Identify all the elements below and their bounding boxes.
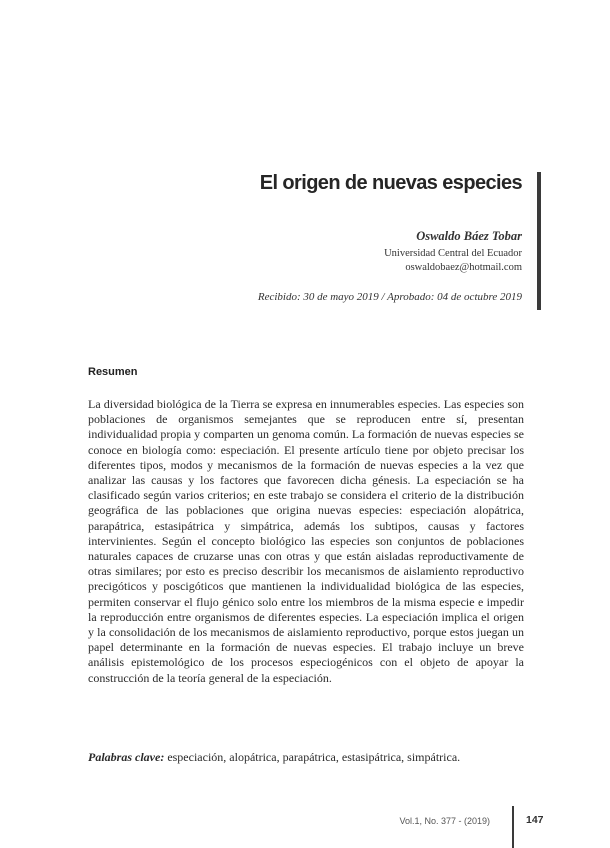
- abstract-heading: Resumen: [88, 366, 138, 378]
- author-email: oswaldobaez@hotmail.com: [405, 262, 522, 273]
- submission-dates: Recibido: 30 de mayo 2019 / Aprobado: 04 de octubre 2019: [257, 291, 522, 303]
- keywords-label: Palabras clave:: [88, 750, 165, 764]
- article-title: El origen de nuevas especies: [259, 172, 522, 194]
- journal-info: Vol.1, No. 377 - (2019): [399, 816, 490, 826]
- keywords-terms: especiación, alopátrica, parapátrica, estasipátrica, simpátrica.: [164, 750, 461, 764]
- author-name: Oswaldo Báez Tobar: [416, 229, 522, 243]
- abstract-body: La diversidad biológica de la Tierra se expresa en innumerables especies. Las especies son poblaciones de organismos semejantes que se reproducen entre sí, presentan individualidad propia y comparten un genoma común. La formación de nuevas especies se conoce en biología como: especiación. El presente artículo tiene por objeto precisar los diferentes tipos, modos y mecanismos de la formación de nuevas especies a la vez que analizar las causas y los factores que favorecen dicha génesis. La especiación se ha clasificado según varios criterios; en este trabajo se considera el criterio de la distribución geográfica de las poblaciones que origina nuevas especies: especiación alopátrica, parapátrica, estasipátrica y simpátrica, además los subtipos, causas y factores intervinientes. Según el concepto biológico las especies son conjuntos de poblaciones naturales capaces de cruzarse unas con otras y que están aisladas reproductivamente de otras similares; por esto es preciso describir los mecanismos de aislamiento reproductivo precigóticos y poscigóticos que mantienen la individualidad biológica de las especies, permiten conservar el flujo génico solo entre los miembros de la misma especie e impedir la reproducción entre organismos de diferentes especies. La especiación implica el origen y la consolidación de los mecanismos de aislamiento reproductivo, porque estos juegan un papel determinante en la formación de nuevas especies. El trabajo incluye un breve análisis epistemológico de los procesos especiogénicos con el objeto de apoyar la construcción de la teoría general de la especiación.: [88, 397, 524, 685]
- footer-divider: [512, 806, 514, 848]
- author-affiliation: Universidad Central del Ecuador: [384, 248, 522, 259]
- page-number: 147: [526, 814, 544, 826]
- header-accent-bar: [537, 172, 541, 310]
- article-header: [258, 172, 522, 303]
- keywords: [88, 750, 524, 765]
